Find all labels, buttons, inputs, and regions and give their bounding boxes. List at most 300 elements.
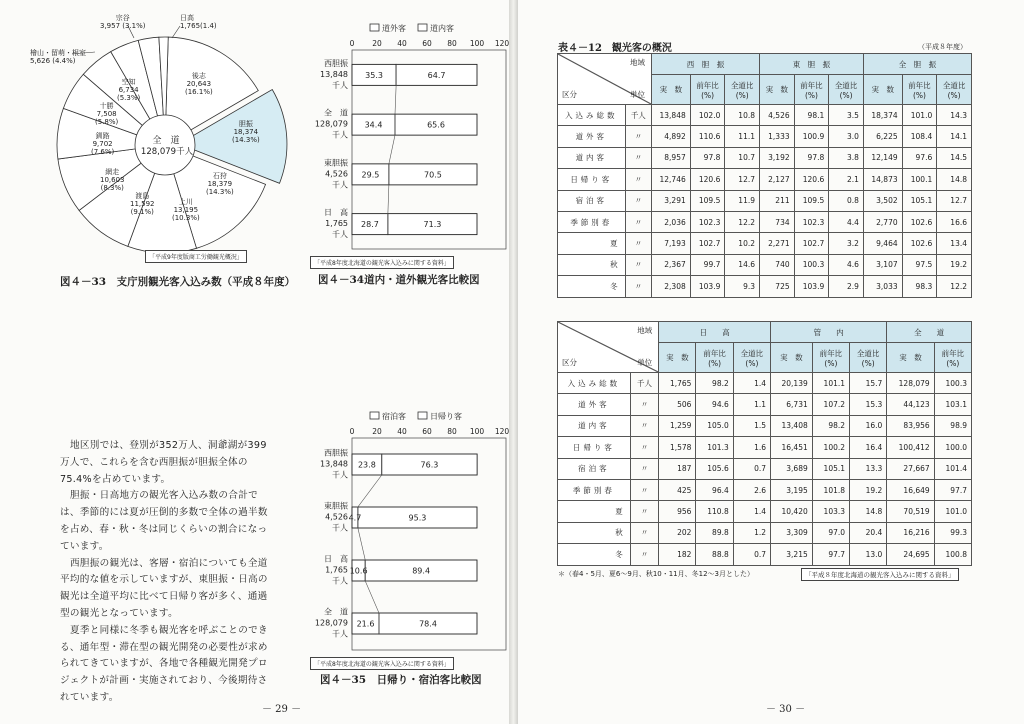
table-cell: 88.8 — [696, 544, 733, 565]
category-name: 日 高 — [324, 208, 348, 218]
category-unit: 千人 — [332, 130, 348, 140]
chart-legend — [370, 23, 454, 33]
page-number-right: － 30 － — [766, 704, 806, 715]
header-region: 地域 — [637, 326, 653, 335]
table-cell: 14,873 — [863, 169, 902, 190]
column-header: 前年比 (%) — [902, 75, 937, 105]
bar-value-label: 35.3 — [365, 70, 383, 80]
table-cell: 187 — [659, 458, 696, 479]
table-cell: 102.0 — [690, 105, 725, 126]
table-cell: 109.5 — [690, 190, 725, 211]
table-cell: 97.8 — [794, 147, 829, 168]
table-cell: 19.2 — [937, 254, 972, 275]
table-cell: 1.1 — [733, 394, 770, 415]
column-header: 実 数 — [887, 343, 934, 373]
pie-label-iburi: 胆振 18,374 (14.3%) — [232, 120, 260, 144]
pie-label-shiribeshi: 後志 20,643 (16.1%) — [185, 72, 213, 96]
table-cell: 101.1 — [812, 373, 849, 394]
row-unit: 千人 — [625, 105, 651, 126]
table-cell: 16,649 — [887, 479, 934, 500]
category-name: 西胆振 — [324, 58, 348, 68]
row-unit: 〃 — [625, 147, 651, 168]
table-cell: 725 — [760, 276, 795, 297]
table-cell: 97.0 — [812, 522, 849, 543]
table-cell: 734 — [760, 211, 795, 232]
table-cell: 3,107 — [863, 254, 902, 275]
figure-caption-4-33: 図４－33 支庁別観光客入込み数（平成８年度） — [60, 276, 296, 288]
table-cell: 956 — [659, 501, 696, 522]
pie-label-abashiri: 網走 10,603 (8.3%) — [100, 168, 125, 192]
column-header: 全道比 (%) — [733, 343, 770, 373]
table-cell: 14.8 — [850, 501, 887, 522]
table-row — [558, 233, 972, 254]
axis-tick-label: 120 — [494, 427, 510, 436]
legend-swatch — [370, 24, 379, 31]
table-cell: 20.4 — [850, 522, 887, 543]
table-cell: 3,033 — [863, 276, 902, 297]
row-unit: 〃 — [630, 479, 658, 500]
axis-tick-label: 0 — [349, 427, 355, 436]
table-cell: 1.5 — [733, 415, 770, 436]
bar-value-label: 65.6 — [427, 120, 445, 130]
column-header: 実 数 — [760, 75, 795, 105]
table-cell: 3.0 — [829, 126, 864, 147]
table-cell: 44,123 — [887, 394, 934, 415]
row-unit: 〃 — [630, 458, 658, 479]
axis-tick-label: 40 — [397, 39, 407, 48]
table-cell: 6,731 — [771, 394, 813, 415]
column-header: 前年比 (%) — [794, 75, 829, 105]
category-unit: 千人 — [332, 80, 348, 90]
row-unit: 〃 — [625, 190, 651, 211]
pie-label-ishikari: 石狩 18,379 (14.3%) — [206, 172, 234, 196]
table-cell: 0.7 — [733, 544, 770, 565]
column-header: 前年比 (%) — [934, 343, 971, 373]
column-header: 前年比 (%) — [812, 343, 849, 373]
category-unit: 千人 — [332, 629, 348, 639]
pie-label-soya: 宗谷 3,957 (3.1%) — [100, 14, 146, 30]
table-row — [558, 169, 972, 190]
category-amount: 128,079 — [314, 119, 348, 129]
axis-tick-label: 80 — [447, 39, 457, 48]
table-cell: 103.3 — [812, 501, 849, 522]
table-cell: 4.4 — [829, 211, 864, 232]
table-cell: 3,192 — [760, 147, 795, 168]
column-header: 実 数 — [771, 343, 813, 373]
bar-value-label: 29.5 — [361, 170, 380, 180]
category-name: 全 道 — [324, 607, 348, 617]
column-header: 実 数 — [863, 75, 902, 105]
table-row — [558, 522, 972, 543]
table-cell: 182 — [659, 544, 696, 565]
category-amount: 128,079 — [314, 618, 348, 628]
row-label: 道外客 — [558, 126, 626, 147]
header-region: 地域 — [630, 58, 645, 67]
table-cell: 103.9 — [690, 276, 725, 297]
table-cell: 101.4 — [934, 458, 971, 479]
table-cell: 100.2 — [812, 437, 849, 458]
table-cell: 2,036 — [652, 211, 691, 232]
category-name: 東胆振 — [324, 501, 348, 511]
row-label: 日帰り客 — [558, 437, 631, 458]
table-row — [558, 147, 972, 168]
table-row — [558, 126, 972, 147]
table-cell: 27,667 — [887, 458, 934, 479]
table-row — [558, 254, 972, 275]
table-cell: 105.1 — [902, 190, 937, 211]
left-page — [0, 0, 509, 724]
table-cell: 2.6 — [733, 479, 770, 500]
table-cell: 98.3 — [902, 276, 937, 297]
table-cell: 13.4 — [937, 233, 972, 254]
row-unit: 〃 — [630, 501, 658, 522]
table-cell: 4,526 — [760, 105, 795, 126]
table-cell: 110.6 — [690, 126, 725, 147]
paragraph: 地区別では、登別が352万人、洞爺湖が399万人で、これらを含む西胆振が胆振全体の75.4%を占めています。 — [60, 440, 267, 485]
bar-value-label: 70.5 — [424, 170, 442, 180]
pie-label-kushiro: 釧路 9,702 (7.6%) — [91, 132, 115, 156]
pie-center-title: 全 道 — [152, 136, 180, 146]
table-cell: 3.5 — [829, 105, 864, 126]
table-cell: 89.8 — [696, 522, 733, 543]
row-unit: 〃 — [630, 437, 658, 458]
table-cell: 99.3 — [934, 522, 971, 543]
table-source: 「平成８年度北海道の観光客入込みに関する資料」 — [801, 568, 959, 581]
table-cell: 97.6 — [902, 147, 937, 168]
axis-tick-label: 20 — [372, 39, 382, 48]
pie-source: 「平成9年度版商工労働観光概況」 — [145, 250, 247, 263]
table-row — [558, 190, 972, 211]
pie-center-label — [144, 136, 188, 147]
paragraph: 夏季と同様に冬季も観光客を呼ぶことのできる、通年型・滞在型の観光開発の必要性が求められてきていますが、各地で各種観光開発プロジェクトが計画・実施されており、今後期待されています。 — [60, 624, 268, 703]
table-cell: 98.9 — [934, 415, 971, 436]
table-cell: 6,225 — [863, 126, 902, 147]
table-cell: 13,848 — [652, 105, 691, 126]
table-cell: 1.4 — [733, 373, 770, 394]
page-number-left: － 29 － — [262, 704, 302, 715]
row-label: 道外客 — [558, 394, 631, 415]
bar-value-label: 78.4 — [419, 619, 437, 629]
table-row — [558, 437, 972, 458]
pie-total: 128,079千人 — [140, 147, 194, 157]
pie-label-hiyama: 檜山・留萌・根室 5,626 (4.4%) — [30, 49, 86, 65]
column-header: 前年比 (%) — [690, 75, 725, 105]
table-row — [558, 501, 972, 522]
column-header: 全道比 (%) — [725, 75, 760, 105]
bar-value-label: 10.6 — [349, 566, 368, 576]
legend-label: 道外客 — [382, 24, 406, 33]
table-cell: 120.6 — [690, 169, 725, 190]
table-cell: 103.9 — [794, 276, 829, 297]
table-cell: 120.6 — [794, 169, 829, 190]
legend-swatch — [370, 412, 379, 419]
table-cell: 98.1 — [794, 105, 829, 126]
table-cell: 100.8 — [934, 544, 971, 565]
legend-label: 道内客 — [430, 24, 454, 33]
table-cell: 425 — [659, 479, 696, 500]
table-cell: 18,374 — [863, 105, 902, 126]
row-label: 季節別春 — [558, 211, 626, 232]
row-unit: 〃 — [630, 415, 658, 436]
table-row — [558, 479, 972, 500]
row-label: 日帰り客 — [558, 169, 626, 190]
row-label: 夏 — [558, 233, 626, 254]
table-cell: 1.4 — [733, 501, 770, 522]
table-row — [558, 373, 972, 394]
pie-label-hidaka: 日高 1,765(1.4) — [180, 14, 217, 30]
table-cell: 108.4 — [902, 126, 937, 147]
table-cell: 13.0 — [850, 544, 887, 565]
row-unit: 〃 — [625, 211, 651, 232]
table-cell: 0.8 — [829, 190, 864, 211]
table-cell: 97.7 — [812, 544, 849, 565]
table-cell: 100.3 — [794, 254, 829, 275]
table-cell: 102.3 — [690, 211, 725, 232]
table-cell: 3,689 — [771, 458, 813, 479]
table-cell: 202 — [659, 522, 696, 543]
table-cell: 101.3 — [696, 437, 733, 458]
column-header: 全道比 (%) — [829, 75, 864, 105]
table-cell: 100.3 — [934, 373, 971, 394]
chart-4-35 — [290, 408, 510, 668]
table-cell: 2,770 — [863, 211, 902, 232]
table-cell: 9,464 — [863, 233, 902, 254]
table-cell: 128,079 — [887, 373, 934, 394]
bar-value-label: 4.7 — [348, 513, 362, 523]
header-diagonal-cell — [558, 54, 652, 105]
category-amount: 4,526 — [325, 512, 348, 522]
bar-value-label: 28.7 — [361, 220, 379, 230]
bar-value-label: 71.3 — [423, 220, 442, 230]
row-label: 宿泊客 — [558, 190, 626, 211]
table-cell: 70,519 — [887, 501, 934, 522]
row-unit: 〃 — [625, 276, 651, 297]
table-cell: 10.2 — [725, 233, 760, 254]
axis-tick-label: 100 — [469, 39, 485, 48]
table-cell: 83,956 — [887, 415, 934, 436]
row-unit: 〃 — [625, 169, 651, 190]
column-header: 全道比 (%) — [937, 75, 972, 105]
row-label: 入込み総数 — [558, 105, 626, 126]
table-cell: 7,193 — [652, 233, 691, 254]
table-cell: 2.9 — [829, 276, 864, 297]
region-header: 管 内 — [771, 322, 887, 343]
header-category: 区分 — [562, 358, 577, 367]
table-cell: 9.3 — [725, 276, 760, 297]
table-row — [558, 105, 972, 126]
table-row — [558, 415, 972, 436]
table-note: ＊（春4・5月、夏6～9月、秋10・11月、冬12～3月とした） — [558, 570, 754, 578]
table-cell: 13,408 — [771, 415, 813, 436]
row-label: 季節別春 — [558, 479, 631, 500]
paragraph: 胆振・日高地方の観光客入込み数の合計では、季節的には夏が圧倒的多数で全体の過半数を占め、春・秋・冬は同じくらいの割合になっています。 — [60, 490, 268, 552]
bar-value-label: 64.7 — [427, 70, 446, 80]
table-cell: 1.2 — [733, 522, 770, 543]
legend-swatch — [418, 412, 427, 419]
region-header: 全 道 — [887, 322, 972, 343]
axis-tick-label: 60 — [422, 39, 432, 48]
region-header: 東 胆 振 — [760, 54, 864, 75]
table-cell: 14.5 — [937, 147, 972, 168]
table-cell: 94.6 — [696, 394, 733, 415]
table-cell: 3,502 — [863, 190, 902, 211]
table-title: 表４－12 観光客の概況 — [558, 43, 672, 54]
table-cell: 12.7 — [725, 169, 760, 190]
row-label: 入込み総数 — [558, 373, 631, 394]
region-header: 全 胆 振 — [863, 54, 971, 75]
series-boundary-line — [358, 454, 382, 634]
row-label: 道内客 — [558, 147, 626, 168]
legend-label: 日帰り客 — [430, 412, 462, 421]
table-cell: 1.6 — [733, 437, 770, 458]
table-cell: 97.7 — [934, 479, 971, 500]
legend-swatch — [418, 24, 427, 31]
figure-caption-4-34: 図４－34道内・道外観光客比較図 — [318, 274, 480, 286]
table-cell: 16.4 — [850, 437, 887, 458]
table-cell: 102.6 — [902, 211, 937, 232]
row-label: 道内客 — [558, 415, 631, 436]
bar-value-label: 89.4 — [412, 566, 431, 576]
table-cell: 16.6 — [937, 211, 972, 232]
row-label: 夏 — [558, 501, 631, 522]
category-amount: 13,848 — [320, 69, 348, 79]
table-cell: 14.8 — [937, 169, 972, 190]
category-unit: 千人 — [332, 230, 348, 240]
table-cell: 0.7 — [733, 458, 770, 479]
table-cell: 3,215 — [771, 544, 813, 565]
row-unit: 〃 — [625, 254, 651, 275]
category-name: 全 道 — [324, 108, 348, 118]
category-amount: 13,848 — [320, 459, 348, 469]
table-row — [558, 544, 972, 565]
table-cell: 10.8 — [725, 105, 760, 126]
row-unit: 千人 — [630, 373, 658, 394]
table-cell: 20,139 — [771, 373, 813, 394]
column-header: 前年比 (%) — [696, 343, 733, 373]
table-cell: 98.2 — [812, 415, 849, 436]
row-unit: 〃 — [625, 126, 651, 147]
table-cell: 100,412 — [887, 437, 934, 458]
table-cell: 15.3 — [850, 394, 887, 415]
header-category: 区分 — [562, 90, 577, 99]
table-upper — [557, 53, 972, 298]
bar-value-label: 21.6 — [356, 619, 375, 629]
table-cell: 12.2 — [725, 211, 760, 232]
column-header: 全道比 (%) — [850, 343, 887, 373]
category-name: 西胆振 — [324, 448, 348, 458]
pie-label-sorachi: 空知 6,734 (5.3%) — [117, 78, 141, 102]
table-cell: 2,308 — [652, 276, 691, 297]
row-unit: 〃 — [630, 544, 658, 565]
table-cell: 12,746 — [652, 169, 691, 190]
table-cell: 14.6 — [725, 254, 760, 275]
table-cell: 211 — [760, 190, 795, 211]
bar-value-label: 76.3 — [420, 460, 439, 470]
category-name: 日 高 — [324, 554, 348, 564]
table-cell: 100.1 — [902, 169, 937, 190]
axis-tick-label: 80 — [447, 427, 457, 436]
axis-tick-label: 0 — [349, 39, 355, 48]
table-cell: 4.6 — [829, 254, 864, 275]
table-cell: 105.6 — [696, 458, 733, 479]
table-cell: 8,957 — [652, 147, 691, 168]
table-cell: 16,216 — [887, 522, 934, 543]
table-cell: 1,259 — [659, 415, 696, 436]
table-lower — [557, 321, 972, 566]
row-label: 秋 — [558, 254, 626, 275]
chart-legend — [370, 411, 462, 421]
bar-value-label: 95.3 — [408, 513, 427, 523]
axis-tick-label: 60 — [422, 427, 432, 436]
table-cell: 102.7 — [794, 233, 829, 254]
table-cell: 24,695 — [887, 544, 934, 565]
table-cell: 1,765 — [659, 373, 696, 394]
bar-value-label: 23.8 — [357, 460, 376, 470]
table-cell: 103.1 — [934, 394, 971, 415]
header-unit: 単位 — [630, 90, 645, 99]
pie-label-tokachi: 十勝 7,508 (5.8%) — [95, 102, 119, 126]
row-label: 秋 — [558, 522, 631, 543]
table-cell: 2,367 — [652, 254, 691, 275]
table-cell: 98.2 — [696, 373, 733, 394]
pie-label-kamikawa: 上川 13,195 (10.3%) — [172, 198, 200, 222]
row-unit: 〃 — [630, 522, 658, 543]
row-unit: 〃 — [625, 233, 651, 254]
table-cell: 740 — [760, 254, 795, 275]
header-diagonal-cell — [558, 322, 659, 373]
table-cell: 2,271 — [760, 233, 795, 254]
category-name: 東胆振 — [324, 158, 348, 168]
pie-label-oshima: 渡島 11,592 (9.1%) — [130, 192, 155, 216]
table-cell: 12.7 — [937, 190, 972, 211]
column-header: 実 数 — [659, 343, 696, 373]
table-cell: 97.5 — [902, 254, 937, 275]
table-cell: 102.3 — [794, 211, 829, 232]
category-amount: 1,765 — [325, 219, 348, 229]
series-boundary-line — [388, 64, 396, 234]
table-cell: 16,451 — [771, 437, 813, 458]
table-cell: 4,892 — [652, 126, 691, 147]
table-cell: 11.1 — [725, 126, 760, 147]
figure-caption-4-35: 図４－35 日帰り・宿泊客比較図 — [320, 674, 482, 686]
row-label: 冬 — [558, 276, 626, 297]
axis-tick-label: 120 — [494, 39, 510, 48]
table-cell: 99.7 — [690, 254, 725, 275]
table-cell: 96.4 — [696, 479, 733, 500]
body-text — [60, 438, 270, 707]
column-header: 実 数 — [652, 75, 691, 105]
category-unit: 千人 — [332, 523, 348, 533]
table-cell: 3,309 — [771, 522, 813, 543]
table-cell: 102.7 — [690, 233, 725, 254]
row-label: 冬 — [558, 544, 631, 565]
table-cell: 3.2 — [829, 233, 864, 254]
table-cell: 102.6 — [902, 233, 937, 254]
category-unit: 千人 — [332, 576, 348, 586]
table-cell: 105.0 — [696, 415, 733, 436]
table-cell: 10,420 — [771, 501, 813, 522]
table-cell: 16.0 — [850, 415, 887, 436]
header-unit: 単位 — [637, 358, 653, 367]
chart-4-34 — [290, 20, 510, 267]
table-row — [558, 211, 972, 232]
table-row — [558, 394, 972, 415]
region-header: 日 高 — [659, 322, 771, 343]
table-cell: 109.5 — [794, 190, 829, 211]
table-cell: 100.9 — [794, 126, 829, 147]
category-amount: 1,765 — [325, 565, 348, 575]
table-year: （平成８年度） — [918, 43, 967, 51]
